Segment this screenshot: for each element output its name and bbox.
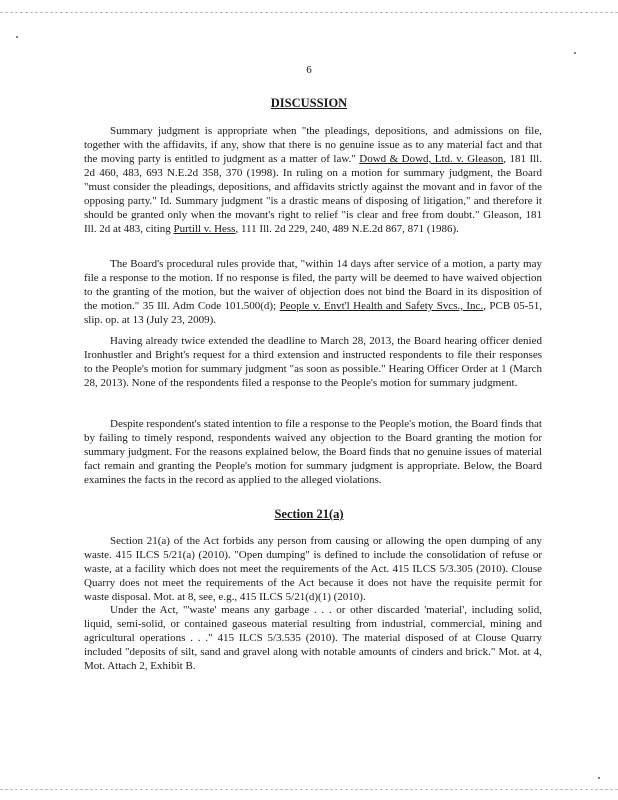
section-21a-heading: Section 21(a) <box>274 507 344 521</box>
text-run: Summary judgment "is a drastic means of disposing of litigation," and therefore it should be granted only when the movant's right to relief "is clear and free from doubt." Gleason, 181 Ill. 2d at 483, <box>84 195 542 235</box>
scan-edge-top <box>0 12 618 13</box>
paragraph-waste-definition: Under the Act, "'waste' means any garbage . . . or other discarded 'material', including solid, liquid, semi-solid, or contained gaseous material resulting from industrial, commercial, mining and agricultural operations . . ." 415 ILCS 5/3.535 (2010). The material disposed of at Clouse Quarry included "deposits of silt, sand and gravel along with notable amounts of cinders and brick." Mot. at 4, Mot. Attach 2, Exhibit B. <box>84 604 542 672</box>
text-run: The Board's procedural rules provide that, "within 14 days after service of a motion, a party may file a response to the motion. If no response is filed, the party will be deemed to have waived objection to the granting of the motion, but the waiver of objection does not bind the Board in its disposition of the motion." 35 Ill. Adm Code 101.500(d); <box>84 258 542 312</box>
scan-speck <box>16 36 18 38</box>
citing-signal: citing <box>145 223 171 235</box>
scan-edge-bottom <box>0 789 618 790</box>
scan-speck <box>598 777 600 779</box>
scan-speck <box>574 52 576 54</box>
paragraph-deadline: Having already twice extended the deadline to March 28, 2013, the Board hearing officer denied Ironhustler and Bright's request for a third extension and instructed respondents to file their responses to the People's motion for summary judgment "as soon as possible." Hearing Officer Order at 1 (March 28, 2013). None of the respondents filed a response to the People's motion for summary judgment. <box>84 335 542 389</box>
case-citation: Dowd & Dowd, Ltd. v. Gleason <box>359 153 504 165</box>
text-run: , 111 Ill. 2d 229, 240, 489 N.E.2d 867, 871 (1986). <box>235 223 459 235</box>
paragraph-summary-judgment <box>84 124 542 236</box>
discussion-heading: DISCUSSION <box>270 96 348 110</box>
case-citation: People v. Envt'l Health and Safety Svcs., Inc. <box>279 300 484 312</box>
paragraph-open-dumping <box>84 534 542 604</box>
paragraph-procedural-rules <box>84 257 542 327</box>
id-signal: Id. <box>160 195 172 207</box>
text-run: , 181 Ill. 2d 460, 483, 693 N.E.2d 358, 370 (1998). In ruling on a motion for summary judgment, the Board "must consider the pleadings, depositions, and affidavits strictly against the movant and in favor of the opposing party." <box>84 153 542 207</box>
paragraph-waiver: Despite respondent's stated intention to file a response to the People's motion, the Board finds that by failing to timely respond, respondents waived any objection to the Board granting the motion for summary judgment. For the reasons explained below, the Board finds that no genuine issues of material fact remain and granting the People's motion for summary judgment is appropriate. Below, the Board examines the facts in the record as applied to the alleged violations. <box>84 418 542 486</box>
text-run: Section 21(a) of the Act forbids any person from causing or allowing the open dumping of any waste. 415 ILCS 5/21(a) (2010). "Open dumping" is defined to include the consolidation of refuse or waste, at a facility which does not meet the requirements of the Act. 415 ILCS 5/3.305 (2010). Clouse Quarry does not meet the requirements of the Act because it does not have the requisite permit for waste disposal. Mot. at 8, <box>84 535 542 603</box>
case-citation: Purtill v. Hess <box>173 223 236 235</box>
text-run: , PCB 05-51, slip. op. at 13 (July 23, 2009). <box>84 300 542 326</box>
page-number: 6 <box>306 64 312 76</box>
see-signal: see, e.g. <box>198 591 235 603</box>
text-run: , 415 ILCS 5/21(d)(1) (2010). <box>234 591 366 603</box>
text-run: Summary judgment is appropriate when "the pleadings, depositions, and admissions on file, together with the affidavits, if any, show that there is no genuine issue as to any material fact and that the moving party is entitled to judgment as a matter of law." <box>84 125 542 165</box>
